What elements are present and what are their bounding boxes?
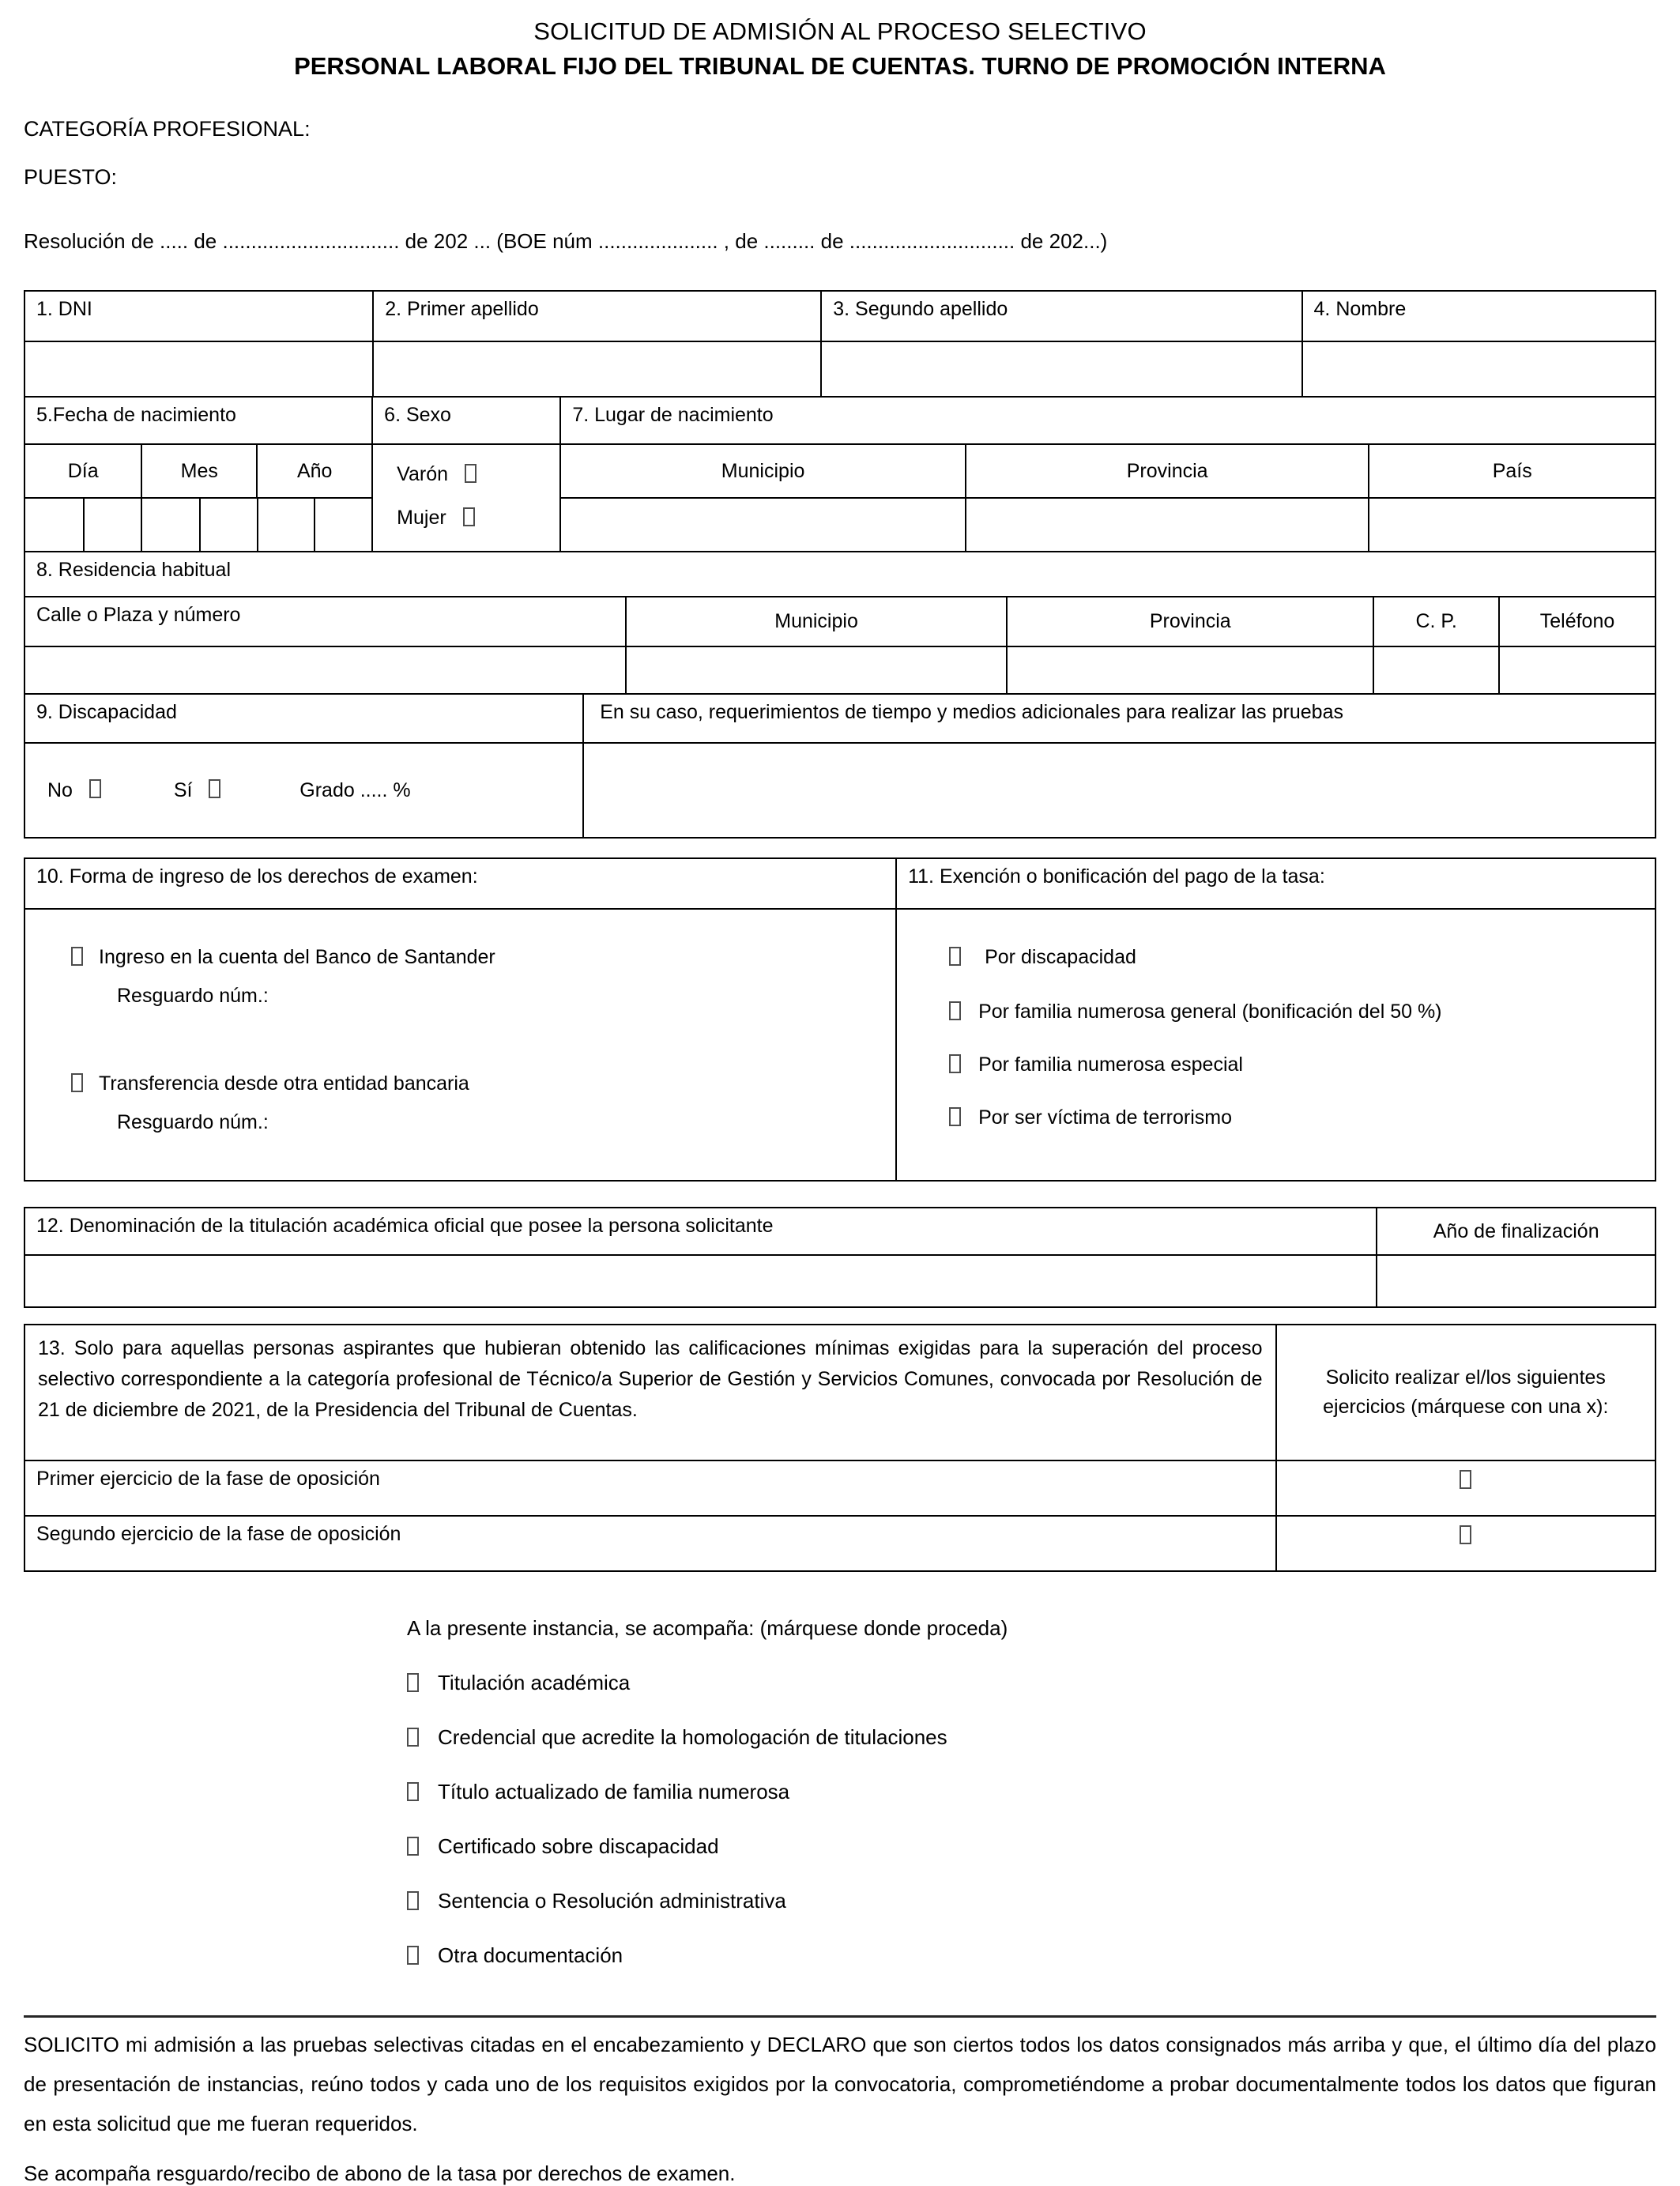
ejercicios-intro: 13. Solo para aquellas personas aspirantes que hubieran obtenido las calificaciones mínimas exigidas para la superación del proceso selectivo correspondiente a la categoría profesional de Técnico/a Superior de Gestión y Servicios Comunes, convocada por Resolución de 21 de diciembre de 2021, de la Presidencia del Tribunal de Cuentas. <box>38 1337 1263 1421</box>
apellido1-header: 2. Primer apellido <box>372 292 820 341</box>
titulacion-header: 12. Denominación de la titulación académica oficial que posee la persona solicitante <box>36 1215 774 1237</box>
row-residencia-inputs <box>25 646 1655 693</box>
telefono-input-cell[interactable] <box>1498 647 1655 693</box>
forma-ingreso-cell <box>25 910 895 1180</box>
attachment-label: Credencial que acredite la homologación de titulaciones <box>438 1725 947 1749</box>
no-label: No <box>47 778 73 801</box>
mujer-checkbox[interactable] <box>463 507 475 526</box>
row-fecha-sexo-lugar <box>25 443 1655 551</box>
attachment-option <box>407 1671 1656 1695</box>
attachments-intro: A la presente instancia, se acompaña: (márquese donde proceda) <box>407 1616 1008 1640</box>
exencion-option <box>949 1053 1655 1076</box>
fecha-block <box>25 445 371 551</box>
otra-documentacion-checkbox[interactable] <box>407 1946 419 1965</box>
attachment-option <box>407 1943 1656 1968</box>
calle-input-cell[interactable] <box>25 647 625 693</box>
dia-digit-cell[interactable] <box>83 499 141 551</box>
familia-general-checkbox[interactable] <box>949 1001 961 1020</box>
exencion-label: Por familia numerosa especial <box>978 1053 1243 1076</box>
residencia-municipio-input-cell[interactable] <box>625 647 1007 693</box>
exencion-option <box>949 1106 1655 1129</box>
payment-headers-row <box>25 859 1655 908</box>
personal-data-table <box>24 290 1656 839</box>
row-discapacidad-inputs <box>25 742 1655 837</box>
nombre-header: 4. Nombre <box>1301 292 1655 341</box>
row-headers-5-7 <box>25 396 1655 443</box>
calle-header: Calle o Plaza y número <box>36 604 241 626</box>
attachment-option <box>407 1780 1656 1804</box>
attachment-option <box>407 1834 1656 1859</box>
discapacidad-exencion-checkbox[interactable] <box>949 947 961 966</box>
titulacion-academica-checkbox[interactable] <box>407 1673 419 1692</box>
titulacion-input-cell[interactable] <box>25 1256 1376 1306</box>
form-subtitle: PERSONAL LABORAL FIJO DEL TRIBUNAL DE CUENTAS. TURNO DE PROMOCIÓN INTERNA <box>294 52 1386 80</box>
transferencia-label: Transferencia desde otra entidad bancaria <box>99 1072 469 1095</box>
payment-table <box>24 857 1656 1182</box>
titulo-familia-numerosa-checkbox[interactable] <box>407 1782 419 1801</box>
credencial-homologacion-checkbox[interactable] <box>407 1728 419 1747</box>
solicito-label: Solicito realizar el/los siguientes ejercicios (márquese con una x): <box>1275 1325 1655 1460</box>
titulacion-header-row <box>25 1208 1655 1254</box>
si-label: Sí <box>173 778 193 801</box>
dni-input-cell[interactable] <box>25 342 372 396</box>
nombre-input-cell[interactable] <box>1301 342 1655 396</box>
transferencia-option <box>71 1072 895 1095</box>
ejercicios-table <box>24 1324 1656 1572</box>
forma-ingreso-header: 10. Forma de ingreso de los derechos de examen: <box>36 865 478 888</box>
nacimiento-pais-header: País <box>1368 445 1655 497</box>
sexo-header: 6. Sexo <box>371 398 559 443</box>
apellido2-header: 3. Segundo apellido <box>820 292 1301 341</box>
discapacidad-title: 9. Discapacidad <box>36 701 177 723</box>
exencion-cell <box>895 910 1655 1180</box>
cp-header: C. P. <box>1373 597 1498 646</box>
form-title: SOLICITUD DE ADMISIÓN AL PROCESO SELECTIVO <box>533 17 1147 45</box>
exencion-label: Por ser víctima de terrorismo <box>978 1106 1233 1129</box>
grado-label: Grado ..... % <box>299 778 411 801</box>
lugar-block <box>559 445 1655 551</box>
segundo-ejercicio-checkbox[interactable] <box>1460 1525 1471 1544</box>
lugar-headers <box>561 445 1655 497</box>
dia-digit-cell[interactable] <box>25 499 83 551</box>
ejercicio-row <box>25 1515 1655 1570</box>
attachment-label: Certificado sobre discapacidad <box>438 1834 719 1858</box>
mes-digit-cell[interactable] <box>199 499 257 551</box>
ejercicio-row <box>25 1460 1655 1515</box>
victima-terrorismo-checkbox[interactable] <box>949 1107 961 1126</box>
segundo-ejercicio-label: Segundo ejercicio de la fase de oposición <box>36 1523 401 1545</box>
footer-divider <box>24 2015 1656 2018</box>
row-discapacidad-header <box>25 693 1655 742</box>
row-headers-1-4 <box>25 292 1655 341</box>
primer-ejercicio-label: Primer ejercicio de la fase de oposición <box>36 1468 380 1490</box>
varon-option <box>397 463 559 486</box>
mes-header: Mes <box>141 445 256 497</box>
nacimiento-municipio-header: Municipio <box>721 459 805 482</box>
payment-body-row <box>25 908 1655 1180</box>
primer-ejercicio-checkbox[interactable] <box>1460 1470 1471 1489</box>
discapacidad-si-checkbox[interactable] <box>209 779 220 798</box>
attachment-label: Sentencia o Resolución administrativa <box>438 1889 786 1913</box>
certificado-discapacidad-checkbox[interactable] <box>407 1837 419 1856</box>
attachment-label: Título actualizado de familia numerosa <box>438 1780 790 1803</box>
telefono-header: Teléfono <box>1498 597 1655 646</box>
row-residencia-headers <box>25 596 1655 646</box>
resguardo1-label: Resguardo núm.: <box>117 985 269 1007</box>
familia-especial-checkbox[interactable] <box>949 1054 961 1073</box>
primer-ejercicio-cell <box>1275 1461 1655 1515</box>
residencia-title: 8. Residencia habitual <box>36 559 231 581</box>
requerimientos-label: En su caso, requerimientos de tiempo y medios adicionales para realizar las pruebas <box>582 695 1655 742</box>
residencia-municipio-header: Municipio <box>625 597 1007 646</box>
resolucion-line: Resolución de ..... de ............................... de 202 ... (BOE núm ..................... , de ......... de ............................. de 202...) <box>24 229 1108 253</box>
nacimiento-pais-input-cell[interactable] <box>1368 499 1655 551</box>
exencion-header: 11. Exención o bonificación del pago de la tasa: <box>895 859 1655 908</box>
attachment-label: Otra documentación <box>438 1943 623 1967</box>
fecha-nacimiento-header: 5.Fecha de nacimiento <box>36 404 236 426</box>
attachment-label: Titulación académica <box>438 1671 631 1694</box>
residencia-provincia-header: Provincia <box>1006 597 1373 646</box>
row-residencia-title <box>25 551 1655 596</box>
exencion-label: Por familia numerosa general (bonificación del 50 %) <box>978 1001 1442 1023</box>
mujer-label: Mujer <box>397 507 446 529</box>
puesto-label: PUESTO: <box>24 165 118 189</box>
titulacion-input-row <box>25 1254 1655 1306</box>
cp-input-cell[interactable] <box>1373 647 1498 693</box>
ingreso-label: Ingreso en la cuenta del Banco de Santander <box>99 946 495 968</box>
apellido1-input-cell[interactable] <box>372 342 820 396</box>
acompania-line: Se acompaña resguardo/recibo de abono de la tasa por derechos de examen. <box>24 2161 736 2185</box>
dia-header: Día <box>67 459 99 482</box>
anio-digit-cell[interactable] <box>257 499 315 551</box>
resguardo2-label: Resguardo núm.: <box>117 1111 269 1133</box>
discapacidad-no-checkbox[interactable] <box>89 779 101 798</box>
lugar-nacimiento-header: 7. Lugar de nacimiento <box>559 398 1655 443</box>
anio-finalizacion-header: Año de finalización <box>1376 1208 1655 1254</box>
sexo-cell <box>371 445 559 551</box>
anio-header: Año <box>256 445 371 497</box>
varon-label: Varón <box>397 463 449 485</box>
anio-finalizacion-input-cell[interactable] <box>1376 1256 1655 1306</box>
discapacidad-options <box>25 744 582 837</box>
titulacion-table <box>24 1207 1656 1308</box>
mes-digit-cell[interactable] <box>141 499 198 551</box>
varon-checkbox[interactable] <box>465 464 477 483</box>
ingreso-option <box>71 946 895 969</box>
apellido2-input-cell[interactable] <box>820 342 1301 396</box>
attachments-section <box>407 1616 1656 1968</box>
nacimiento-provincia-input-cell[interactable] <box>965 499 1369 551</box>
attachment-option <box>407 1889 1656 1913</box>
sentencia-resolucion-checkbox[interactable] <box>407 1891 419 1910</box>
residencia-provincia-input-cell[interactable] <box>1006 647 1373 693</box>
nacimiento-provincia-header: Provincia <box>965 445 1369 497</box>
anio-digit-cell[interactable] <box>314 499 371 551</box>
attachment-option <box>407 1725 1656 1750</box>
mujer-option <box>397 507 559 530</box>
ejercicios-intro-row <box>25 1325 1655 1460</box>
fecha-digit-cells <box>25 497 371 551</box>
ingreso-checkbox[interactable] <box>71 947 83 966</box>
lugar-input-cells <box>561 497 1655 551</box>
exencion-option <box>949 1001 1655 1023</box>
row-inputs-1-4 <box>25 341 1655 396</box>
dia-mes-anio-headers <box>25 445 371 497</box>
declaration-paragraph: SOLICITO mi admisión a las pruebas selectivas citadas en el encabezamiento y DECLARO que son ciertos todos los datos consignados más arriba y que, el último día del plazo de presentación de instancias, reúno todos y cada uno de los requisitos exigidos por la convocatoria, comprometiéndome a probar documentalmente todos los datos que figuran en esta solicitud que me fueran requeridos. <box>24 2033 1656 2135</box>
exencion-label: Por discapacidad <box>985 946 1136 968</box>
nacimiento-municipio-input-cell[interactable] <box>561 499 965 551</box>
categoria-profesional-label: CATEGORÍA PROFESIONAL: <box>24 117 311 141</box>
dni-header: 1. DNI <box>36 298 92 320</box>
segundo-ejercicio-cell <box>1275 1517 1655 1570</box>
transferencia-checkbox[interactable] <box>71 1073 83 1092</box>
requerimientos-input-cell[interactable] <box>582 744 1655 837</box>
exencion-option <box>949 946 1655 969</box>
